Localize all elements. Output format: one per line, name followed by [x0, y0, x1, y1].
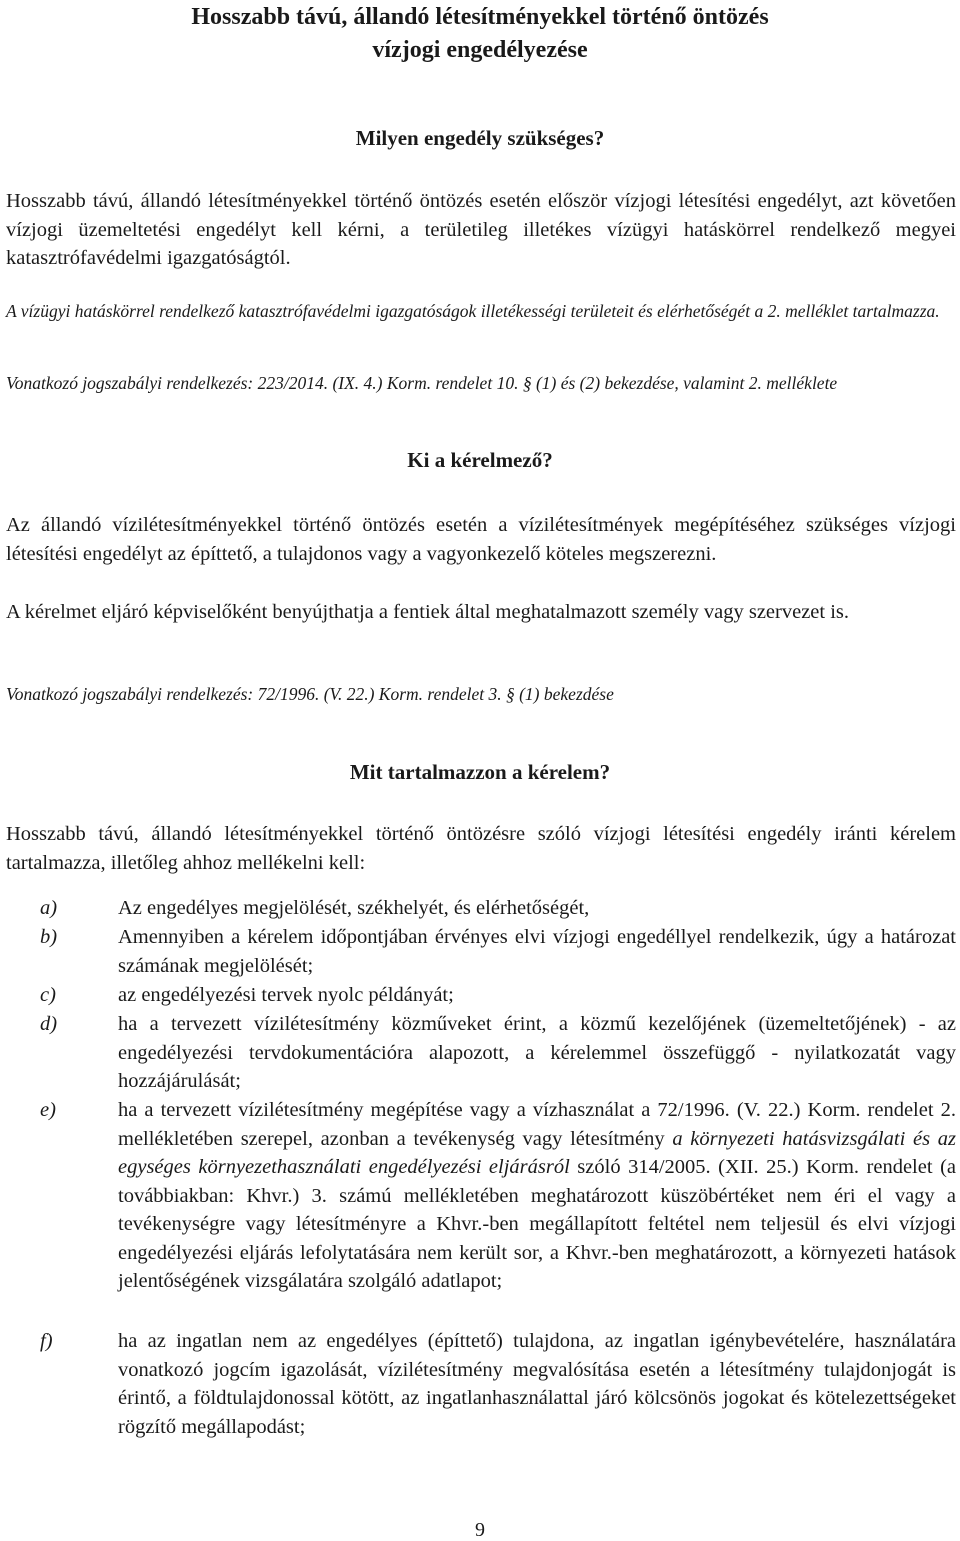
list-item: ha az ingatlan nem az engedélyes (építtető) tulajdona, az ingatlan igénybevételére, használatára vonatkozó jogcím igazolását, vízilétesítmény megvalósítása esetén a létesítmény tulajdonjogát is érintő, a földtulajdonossal kötött, az ingatlanhasználattal járó kölcsönös jogokat és kötelezettségeket rögzítő megállapodást; — [118, 1330, 956, 1438]
list-item-letter: b) — [40, 926, 58, 948]
list-item: ha a tervezett vízilétesítmény közműveket érint, a közmű kezelőjének (üzemeltetőjének) - az engedélyezési tervdokumentációra alapozott, a kérelemmel összefüggő - nyilatkozatát vagy hozzájárulását; — [118, 1013, 956, 1092]
legal-reference-2: Vonatkozó jogszabályi rendelkezés: 72/1996. (V. 22.) Korm. rendelet 3. § (1) bekezdése — [6, 684, 614, 704]
list-item-letter: a) — [40, 897, 58, 919]
document-title-line-2: vízjogi engedélyezése — [372, 37, 588, 63]
list-item: Az engedélyes megjelölését, székhelyét, és elérhetőségét, — [118, 897, 590, 919]
list-item — [118, 1096, 956, 1296]
list-item-italic-title: a környezeti hatásvizsgálati és az egységes környezethasználati engedélyezési eljárásról — [118, 1127, 956, 1178]
list-item: Amennyiben a kérelem időpontjában érvényes elvi vízjogi engedéllyel rendelkezik, úgy a határozat számának megjelölését; — [118, 926, 956, 977]
page-number: 9 — [475, 1519, 485, 1541]
legal-reference-1: Vonatkozó jogszabályi rendelkezés: 223/2014. (IX. 4.) Korm. rendelet 10. § (1) és (2) bekezdése, valamint 2. melléklete — [6, 373, 838, 393]
section-heading-request-content: Mit tartalmazzon a kérelem? — [349, 760, 611, 784]
list-item-letter: c) — [40, 984, 56, 1006]
paragraph-applicant-2: A kérelmet eljáró képviselőként benyújthatja a fentiek által meghatalmazott személy vagy szervezet is. — [6, 601, 850, 623]
list-item-letter: e) — [40, 1099, 56, 1121]
list-item: az engedélyezési tervek nyolc példányát; — [118, 984, 454, 1006]
list-item-text-part: szóló 314/2005. (XII. 25.) Korm. rendelet (a továbbiakban: Khvr.) 3. számú mellékletében meghatározott küszöbértéket nem éri el vagy a tevékenységre vagy létesítményre a Khvr.-ben megállapított feltétel nem teljesül és elvi vízjogi engedélyezési eljárás lefolytatására nem került sor, a Khvr.-ben meghatározott, a környezeti hatások jelentőségének vizsgálatára szolgáló adatlapot; — [118, 1156, 956, 1292]
paragraph-required-permit: Hosszabb távú, állandó létesítményekkel történő öntözés esetén először vízjogi létesítési engedélyt, azt követően vízjogi üzemeltetési engedélyt kell kérni, a területileg illetékes vízügyi hatáskörrel rendelkező megyei katasztrófavédelmi igazgatóságtól. — [6, 190, 956, 269]
list-item-letter: d) — [40, 1013, 58, 1035]
document-title-line-1: Hosszabb távú, állandó létesítményekkel történő öntözés — [191, 4, 769, 30]
paragraph-applicant-1: Az állandó vízilétesítményekkel történő öntözés esetén a vízilétesítmények megépítéséhez szükséges vízjogi létesítési engedélyt az építtető, a tulajdonos vagy a vagyonkezelő köteles megszerezni. — [6, 514, 956, 565]
section-heading-required-permit: Milyen engedély szükséges? — [355, 126, 605, 150]
section-heading-applicant: Ki a kérelmező? — [407, 448, 553, 472]
list-item-text-part: ha a tervezett vízilétesítmény megépítése vagy a vízhasználat a 72/1996. (V. 22.) Korm. rendelet 2. mellékletében szerepel, azonban a tevékenység vagy létesítmény — [118, 1099, 956, 1150]
paragraph-request-intro: Hosszabb távú, állandó létesítményekkel történő öntözésre szóló vízjogi létesítési engedély iránti kérelem tartalmazza, illetőleg ahhoz mellékelni kell: — [6, 823, 956, 874]
note-appendix-2: A vízügyi hatáskörrel rendelkező katasztrófavédelmi igazgatóságok illetékességi területeit és elérhetőségét a 2. melléklet tartalmazza. — [6, 301, 940, 321]
list-item-letter: f) — [40, 1330, 53, 1352]
